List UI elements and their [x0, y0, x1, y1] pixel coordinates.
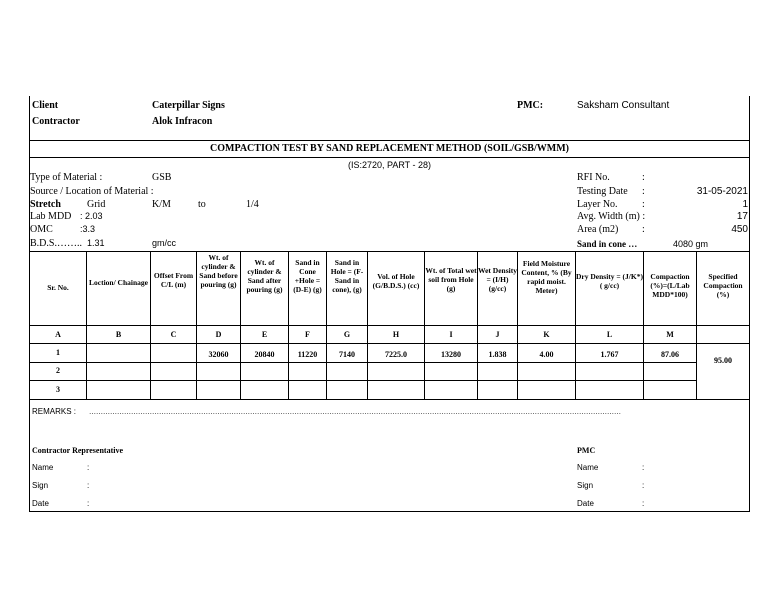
contractor-date-colon: : [87, 499, 90, 508]
table-cell: 2 [56, 366, 60, 375]
col-header-offset: Offset From C/L (m) [153, 271, 194, 289]
col-letter: D [215, 330, 222, 339]
col-header-specified: Specified Compaction (%) [703, 272, 743, 299]
col-letter: C [170, 330, 177, 339]
col-letter: L [606, 330, 613, 339]
col-letter: M [666, 330, 674, 339]
table-cell: 7225.0 [385, 350, 407, 359]
table-cell: 1.838 [488, 350, 507, 359]
contractor-date-label: Date [32, 499, 49, 508]
stretch-label: Stretch [30, 199, 61, 210]
table-cell: 1.767 [600, 350, 619, 359]
col-letter: A [55, 330, 61, 339]
area-colon: : [642, 224, 645, 235]
rfi-label: RFI No. [577, 172, 610, 183]
pmc-date-colon: : [642, 499, 645, 508]
contractor-sign-label: Sign [32, 481, 49, 490]
contractor-label: Contractor [32, 116, 80, 127]
col-header-moisture: Field Moisture Content, % (By rapid moist. Meter) [521, 259, 572, 295]
area-value: 450 [731, 224, 748, 235]
pmc-label: PMC: [517, 100, 544, 111]
col-letter: J [495, 330, 500, 339]
table-cell: 1 [56, 348, 60, 357]
col-header-wt-before: Wt. of cylinder & Sand before pouring (g) [199, 253, 238, 289]
material-label: Type of Material : [30, 172, 103, 183]
pmc-value: Saksham Consultant [577, 100, 670, 111]
mdd-value: : 2.03 [80, 211, 103, 221]
col-letter: F [305, 330, 310, 339]
pmc-sign-label: Sign [577, 481, 594, 490]
form-title: COMPACTION TEST BY SAND REPLACEMENT METHOD (SOIL/GSB/WMM) [210, 143, 569, 154]
remarks-line: ………………………………………………………………………………………………………………………………………………………………………………………………………… [89, 408, 621, 416]
col-letter: B [115, 330, 122, 339]
rfi-colon: : [642, 172, 645, 183]
sand-cone-value: 4080 gm [673, 239, 709, 249]
contractor-name-label: Name [32, 463, 54, 472]
stretch-unit: K/M [152, 199, 171, 210]
testing-date-value: 31-05-2021 [696, 186, 748, 197]
col-header-wet-density: Wet Density = (I/H) (g/cc) [478, 266, 517, 293]
testing-date-label: Testing Date [577, 186, 628, 197]
col-header-compaction: Compaction (%)=(L/Lab MDD*100) [650, 272, 690, 299]
contractor-rep-title: Contractor Representative [32, 446, 124, 455]
stretch-grid: Grid [87, 199, 106, 210]
pmc-name-label: Name [577, 463, 599, 472]
contractor-value: Alok Infracon [152, 116, 213, 127]
specified-compaction-value: 95.00 [714, 356, 732, 365]
remarks-label: REMARKS : [32, 407, 77, 416]
table-cell: 87.06 [661, 350, 679, 359]
bds-unit: gm/cc [152, 238, 177, 248]
table-cell: 20840 [254, 350, 275, 359]
mdd-label: Lab MDD [30, 211, 72, 222]
area-label: Area (m2) [577, 224, 619, 235]
col-letter: G [343, 330, 351, 339]
contractor-name-colon: : [87, 463, 90, 472]
col-header-sr-no: Sr. No. [47, 283, 69, 292]
col-header-sand-hole: Sand in Hole = (F-Sand in cone), (g) [330, 258, 364, 294]
pmc-name-colon: : [642, 463, 645, 472]
client-label: Client [32, 100, 59, 111]
pmc-sign-title: PMC [577, 446, 596, 455]
table-cell: 13280 [441, 350, 461, 359]
layer-value: 1 [742, 199, 748, 210]
material-value: GSB [152, 172, 172, 183]
layer-colon: : [642, 199, 645, 210]
col-header-wt-after: Wt. of cylinder & Sand after pouring (g) [246, 258, 283, 294]
form-subtitle: (IS:2720, PART - 28) [347, 160, 432, 170]
col-header-dry-density: Dry Density = (J/K*) ( g/cc) [576, 272, 643, 290]
client-value: Caterpillar Signs [152, 100, 225, 111]
col-header-vol-hole: Vol. of Hole (G/B.D.S.) (cc) [372, 272, 420, 290]
col-letter: K [543, 330, 550, 339]
testing-date-colon: : [642, 186, 645, 197]
table-cell: 7140 [339, 350, 355, 359]
omc-label: OMC [30, 224, 53, 235]
width-value: 17 [736, 211, 748, 222]
col-letter: H [392, 330, 400, 339]
table-cell: 32060 [208, 350, 229, 359]
source-label: Source / Location of Material : [30, 186, 154, 197]
stretch-value: 1/4 [246, 199, 259, 210]
pmc-date-label: Date [577, 499, 594, 508]
col-letter: I [449, 330, 453, 339]
stretch-to: to [198, 199, 206, 210]
col-header-sand-cone-hole: Sand in Cone +Hole = (D-E) (g) [293, 258, 322, 294]
col-header-location: Loction/ Chainage [89, 278, 148, 287]
col-header-wt-wet-soil: Wt. of Total wet soil from Hole (g) [425, 266, 477, 293]
bds-label: B.D.S.…….. [30, 238, 82, 249]
width-label: Avg. Width (m) : [577, 211, 646, 222]
table-cell: 4.00 [539, 350, 554, 359]
omc-value: :3.3 [80, 224, 96, 234]
bds-value: 1.31 [87, 238, 105, 248]
col-letter: E [261, 330, 268, 339]
table-cell: 11220 [297, 350, 318, 359]
contractor-sign-colon: : [87, 481, 90, 490]
sand-cone-label: Sand in cone … [577, 239, 638, 249]
table-cell: 3 [56, 385, 60, 394]
pmc-sign-colon: : [642, 481, 645, 490]
layer-label: Layer No. [577, 199, 618, 210]
